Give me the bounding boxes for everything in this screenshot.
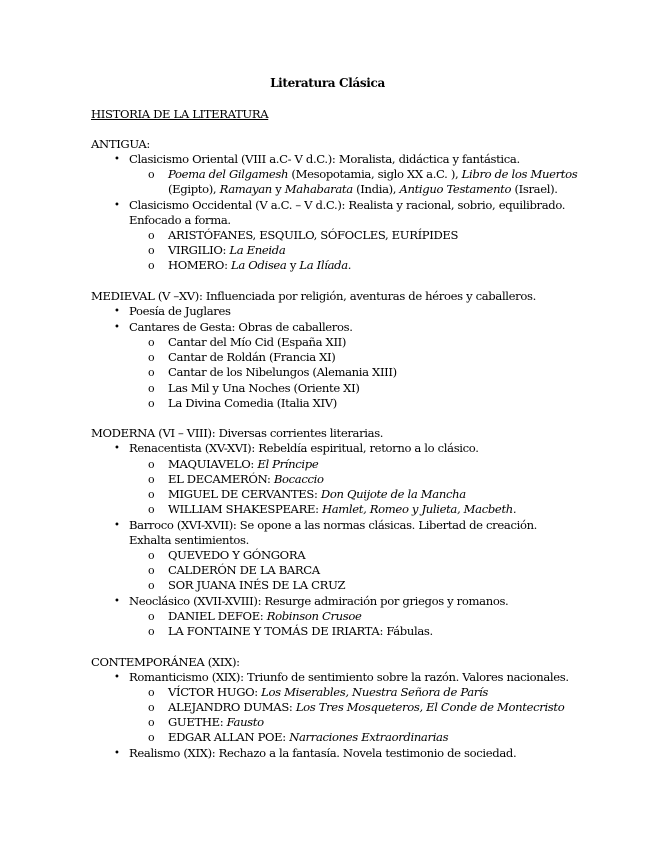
list-item: Las Mil y Una Noches (Oriente XI) (168, 381, 360, 395)
bullet: • (114, 154, 120, 165)
bullet: • (114, 306, 120, 317)
sub-bullet: o (148, 686, 155, 699)
sub-bullet: o (148, 610, 155, 623)
sub-bullet: o (148, 716, 155, 729)
list-item: CALDERÓN DE LA BARCA (168, 563, 320, 577)
occidental-authors: ARISTÓFANES, ESQUILO, SÓFOCLES, EURÍPIDES (168, 228, 459, 242)
virgilio-item: VIRGILIO: La Eneida (168, 243, 286, 257)
oriental-label: Clasicismo Oriental (VIII a.C- V d.C.): Moralista, didáctica y fantástica. (129, 152, 520, 166)
gesta-item: Cantares de Gesta: Obras de caballeros. (129, 320, 353, 334)
romanticismo-label: Romanticismo (XIX): Triunfo de sentimiento sobre la razón. Valores nacionales. (129, 670, 569, 684)
sub-bullet: o (148, 488, 155, 501)
contemporanea-heading: CONTEMPORÁNEA (XIX): (91, 655, 240, 669)
sub-bullet: o (148, 579, 155, 592)
sub-bullet: o (148, 336, 155, 349)
sub-bullet: o (148, 259, 155, 272)
list-item: Cantar de Roldán (Francia XI) (168, 350, 336, 364)
list-item: QUEVEDO Y GÓNGORA (168, 548, 306, 562)
list-item: VÍCTOR HUGO: Los Miserables, Nuestra Señora de París (168, 685, 488, 699)
barroco-label-cont: Exhalta sentimientos. (129, 533, 249, 547)
barroco-label: Barroco (XVI-XVII): Se opone a las normas clásicas. Libertad de creación. (129, 518, 538, 532)
occidental-label: Clasicismo Occidental (V a.C. – V d.C.): Realista y racional, sobrio, equilibrado. (129, 198, 566, 212)
bullet: • (114, 443, 120, 454)
list-item: Cantar del Mío Cid (España XII) (168, 335, 347, 349)
bullet: • (114, 672, 120, 683)
sub-bullet: o (148, 366, 155, 379)
sub-bullet: o (148, 731, 155, 744)
moderna-heading: MODERNA (VI – VIII): Diversas corrientes literarias. (91, 426, 384, 440)
antigua-heading: ANTIGUA: (91, 137, 150, 151)
bullet: • (114, 520, 120, 531)
medieval-heading: MEDIEVAL (V –XV): Influenciada por religión, aventuras de héroes y caballeros. (91, 289, 536, 303)
list-item: MAQUIAVELO: El Príncipe (168, 457, 319, 471)
neoclasico-label: Neoclásico (XVII-XVIII): Resurge admiración por griegos y romanos. (129, 594, 509, 608)
list-item: EL DECAMERÓN: Bocaccio (168, 472, 324, 486)
realismo-label: Realismo (XIX): Rechazo a la fantasía. Novela testimonio de sociedad. (129, 746, 517, 760)
sub-bullet: o (148, 397, 155, 410)
oriental-works-line2: (Egipto), Ramayan y Mahabarata (India), Antiguo Testamento (Israel). (168, 182, 558, 196)
sub-bullet: o (148, 503, 155, 516)
list-item: EDGAR ALLAN POE: Narraciones Extraordinarias (168, 730, 449, 744)
bullet: • (114, 748, 120, 759)
list-item: LA FONTAINE Y TOMÁS DE IRIARTA: Fábulas. (168, 624, 433, 638)
list-item: MIGUEL DE CERVANTES: Don Quijote de la Mancha (168, 487, 466, 501)
renacentista-label: Renacentista (XV-XVI): Rebeldía espiritual, retorno a lo clásico. (129, 441, 479, 455)
section-subtitle: HISTORIA DE LA LITERATURA (91, 107, 269, 121)
sub-bullet: o (148, 168, 155, 181)
bullet: • (114, 322, 120, 333)
sub-bullet: o (148, 382, 155, 395)
sub-bullet: o (148, 564, 155, 577)
bullet: • (114, 200, 120, 211)
list-item: La Divina Comedia (Italia XIV) (168, 396, 337, 410)
list-item: DANIEL DEFOE: Robinson Crusoe (168, 609, 362, 623)
list-item: WILLIAM SHAKESPEARE: Hamlet, Romeo y Julieta, Macbeth. (168, 502, 517, 516)
sub-bullet: o (148, 625, 155, 638)
sub-bullet: o (148, 549, 155, 562)
list-item: GUETHE: Fausto (168, 715, 264, 729)
sub-bullet: o (148, 351, 155, 364)
sub-bullet: o (148, 458, 155, 471)
sub-bullet: o (148, 244, 155, 257)
bullet: • (114, 596, 120, 607)
juglares-item: Poesía de Juglares (129, 304, 231, 318)
list-item: ALEJANDRO DUMAS: Los Tres Mosqueteros, El Conde de Montecristo (168, 700, 565, 714)
sub-bullet: o (148, 473, 155, 486)
page-title: Literatura Clásica (270, 76, 385, 90)
list-item: Cantar de los Nibelungos (Alemania XIII) (168, 365, 397, 379)
occidental-label-cont: Enfocado a forma. (129, 213, 231, 227)
list-item: SOR JUANA INÉS DE LA CRUZ (168, 578, 346, 592)
oriental-works-line1: Poema del Gilgamesh (Mesopotamia, siglo XX a.C. ), Libro de los Muertos (168, 167, 578, 181)
sub-bullet: o (148, 229, 155, 242)
homero-item: HOMERO: La Odisea y La Ilíada. (168, 258, 352, 272)
sub-bullet: o (148, 701, 155, 714)
